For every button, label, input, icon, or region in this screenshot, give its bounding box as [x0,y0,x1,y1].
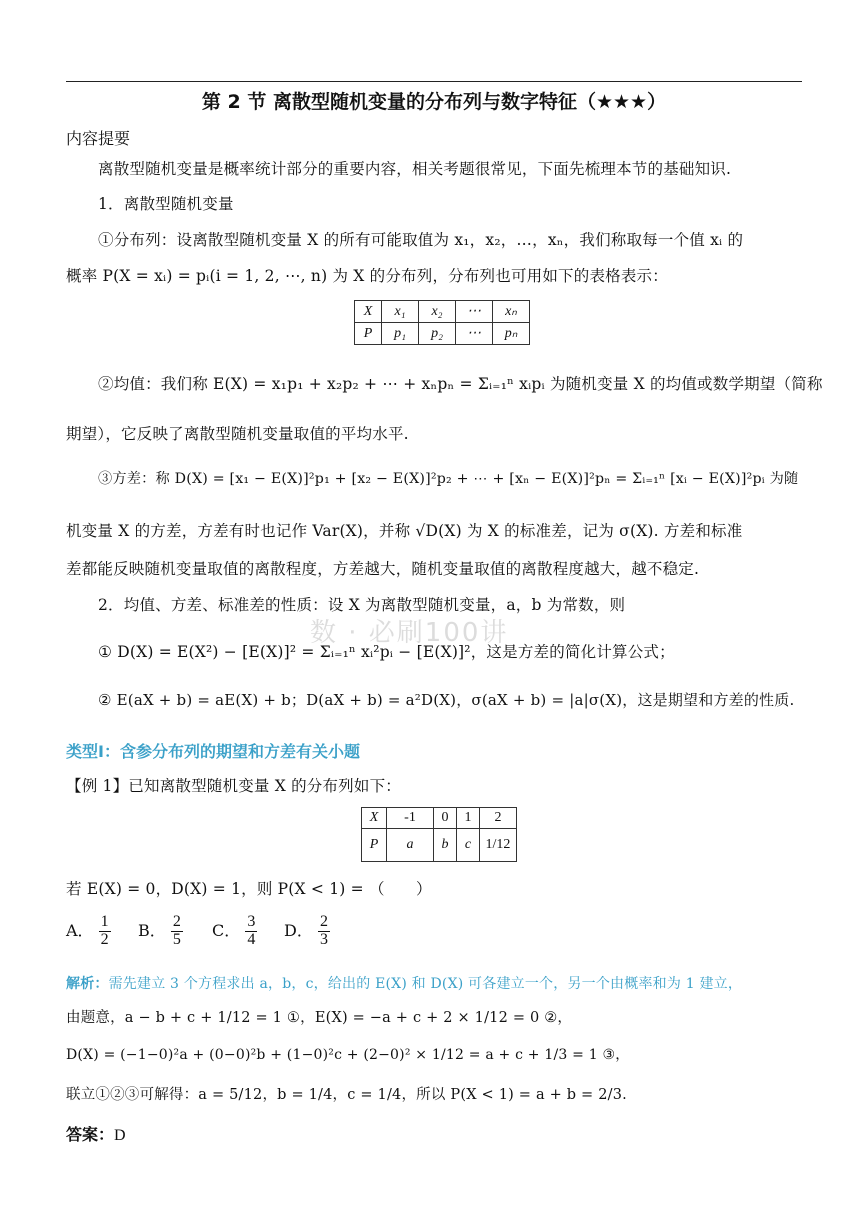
answer-value: D [114,1127,126,1144]
watermark: 数 · 必刷100讲 [310,618,509,648]
table-cell: xₙ [493,301,530,323]
option-b[interactable] [138,914,183,949]
solution-step-3: 联立①②③可解得：a = 5/12，b = 1/4，c = 1/4，所以 P(X < 1) = a + b = 2/3. [66,1087,627,1103]
table-cell: 0 [434,808,457,829]
table-cell: 1 [457,808,480,829]
option-label: B． [138,920,166,940]
table-cell: b [434,829,457,862]
table-cell: P [355,323,382,345]
table-cell: X [362,808,387,829]
distribution-line-1: ①分布列：设离散型随机变量 X 的所有可能取值为 x₁，x₂，…，xₙ，我们称取每一个值 xᵢ 的 [98,231,744,249]
example-statement: 【例 1】已知离散型随机变量 X 的分布列如下： [66,777,401,795]
option-label: D． [284,920,313,940]
mean-line-2: 期望），它反映了离散型随机变量取值的平均水平. [66,425,409,443]
section-title: 第 2 节 离散型随机变量的分布列与数字特征（★★★） [201,91,667,113]
example-table [361,807,517,862]
summary-heading: 内容提要 [66,129,131,148]
table-cell: ⋯ [456,301,493,323]
table-cell: ⋯ [456,323,493,345]
table-cell: x₂ [419,301,456,323]
header-rule [66,81,802,82]
table-cell: p₁ [382,323,419,345]
variance-line-2: 机变量 X 的方差，方差有时也记作 Var(X)，并称 √D(X) 为 X 的标准差，记为 σ(X). 方差和标准 [66,522,743,540]
variance-line-1: ③方差：称 D(X) = [x₁ − E(X)]²p₁ + [x₂ − E(X)]²p₂ + ⋯ + [xₙ − E(X)]²pₙ = Σᵢ₌₁ⁿ [xᵢ − E(X)]²pᵢ 为随 [98,471,799,487]
question-text: 若 E(X) = 0，D(X) = 1，则 P(X < 1) = （ ） [66,880,432,898]
table-cell: c [457,829,480,862]
table-cell: 1/12 [480,829,517,862]
property-1: ① D(X) = E(X²) − [E(X)]² = Σᵢ₌₁ⁿ xᵢ²pᵢ − [E(X)]²，这是方差的简化计算公式； [98,643,675,661]
type-heading: 类型Ⅰ：含参分布列的期望和方差有关小题 [66,742,360,761]
property-2: ② E(aX + b) = aE(X) + b；D(aX + b) = a²D(X)，σ(aX + b) = |a|σ(X)，这是期望和方差的性质. [98,691,795,709]
distribution-table [354,300,530,345]
option-label: A． [66,920,94,940]
option-c[interactable] [212,914,257,949]
option-fraction: $\frac{1}{2}$ [100,913,109,948]
table-cell: pₙ [493,323,530,345]
mean-line-1: ②均值：我们称 E(X) = x₁p₁ + x₂p₂ + ⋯ + xₙpₙ = Σᵢ₌₁ⁿ xᵢpᵢ 为随机变量 X 的均值或数学期望（简称 [98,375,823,393]
option-a[interactable] [66,914,111,949]
solution-step-1: 由题意，a − b + c + 1/12 = 1 ①，E(X) = −a + c + 2 × 1/12 = 0 ②， [66,1010,573,1026]
solution-label: 解析： [66,976,109,992]
table-cell: x₁ [382,301,419,323]
answer-label: 答案： [66,1125,115,1144]
option-label: C． [212,920,241,940]
answer-line [66,1122,126,1145]
option-d[interactable] [284,914,330,949]
table-cell: p₂ [419,323,456,345]
table-cell: X [355,301,382,323]
table-cell: a [387,829,434,862]
distribution-line-2: 概率 P(X = xᵢ) = pᵢ(i = 1, 2, ⋯, n) 为 X 的分布列，分布列也可用如下的表格表示： [66,267,668,285]
sec1-heading: 1．离散型随机变量 [98,195,234,213]
solution-hint-line [66,973,742,993]
table-cell: P [362,829,387,862]
option-fraction: $\frac{3}{4}$ [247,913,256,948]
solution-step-2: D(X) = (−1−0)²a + (0−0)²b + (1−0)²c + (2−0)² × 1/12 = a + c + 1/3 = 1 ③， [66,1047,630,1063]
table-cell: 2 [480,808,517,829]
intro-text: 离散型随机变量是概率统计部分的重要内容，相关考题很常见，下面先梳理本节的基础知识. [98,160,732,178]
solution-hint: 需先建立 3 个方程求出 a，b，c，给出的 E(X) 和 D(X) 可各建立一个，另一个由概率和为 1 建立， [108,976,743,992]
table-cell: -1 [387,808,434,829]
sec2-heading: 2．均值、方差、标准差的性质：设 X 为离散型随机变量，a，b 为常数，则 [98,596,626,614]
option-fraction: $\frac{2}{3}$ [319,913,328,948]
variance-line-3: 差都能反映随机变量取值的离散程度，方差越大，随机变量取值的离散程度越大，越不稳定. [66,560,700,578]
option-fraction: $\frac{2}{5}$ [172,913,181,948]
